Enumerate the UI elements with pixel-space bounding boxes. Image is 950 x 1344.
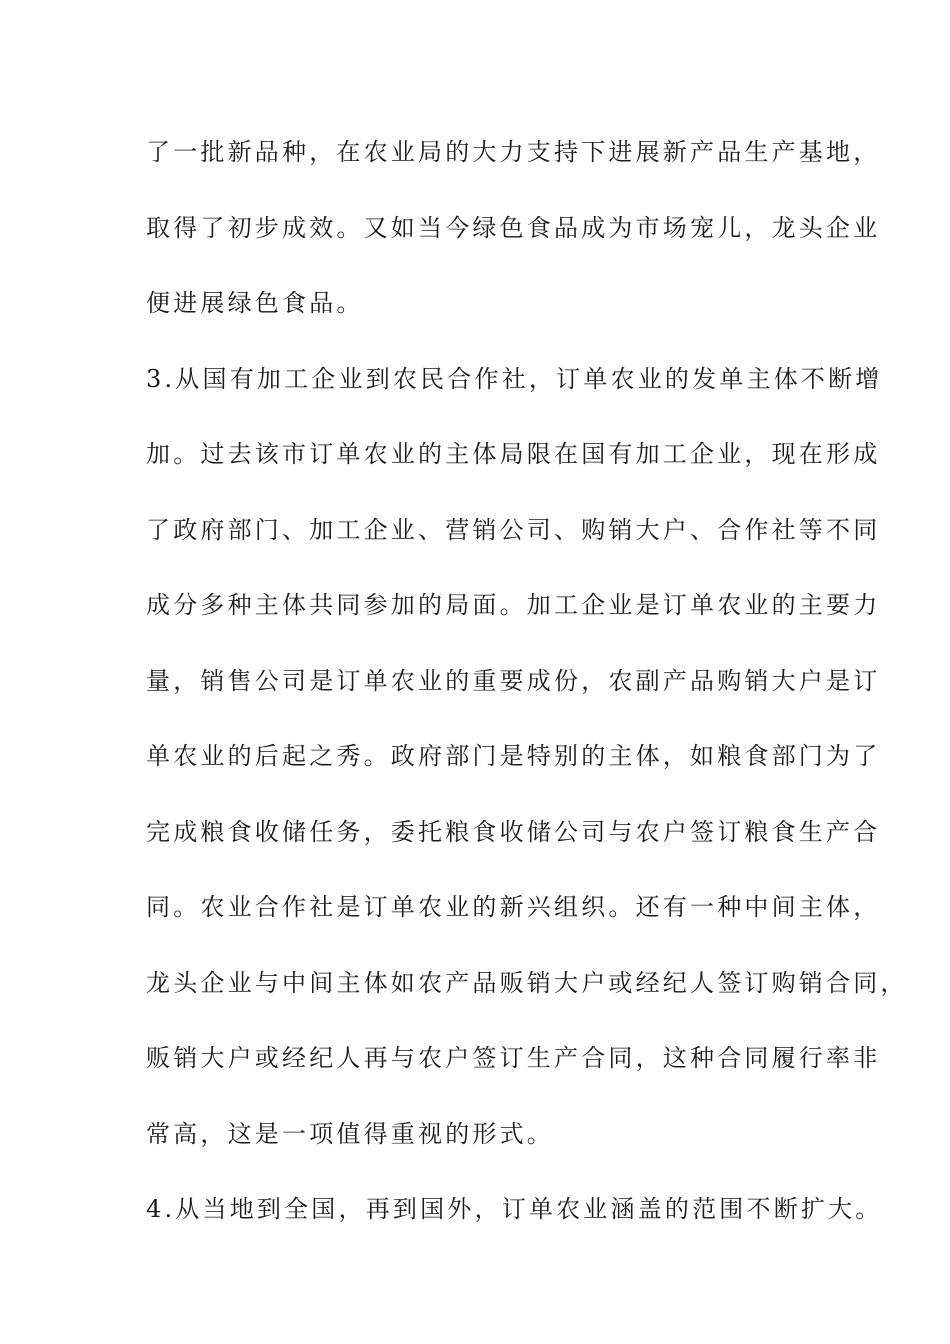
text-line-12: 龙头企业与中间主体如农产品贩销大户或经纪人签订购销合同， (146, 968, 908, 997)
text-line-10: 完成粮食收储任务，委托粮食收储公司与农户签订粮食生产合 (146, 817, 881, 846)
body-text (146, 128, 908, 1261)
text-line-3: 便进展绿色食品。 (146, 289, 364, 317)
text-line-11: 同。农业合作社是订单农业的新兴组织。还有一种中间主体， (146, 893, 881, 921)
text-line-15: 4.从当地到全国，再到国外，订单农业涵盖的范围不断扩大。 (146, 1195, 883, 1223)
text-line-5: 加。过去该市订单农业的主体局限在国有加工企业，现在形成 (146, 440, 881, 468)
text-line-14: 常高，这是一项值得重视的形式。 (146, 1119, 554, 1148)
text-line-6: 了政府部门、加工企业、营销公司、购销大户、合作社等不同 (146, 515, 881, 544)
text-line-7: 成分多种主体共同参加的局面。加工企业是订单农业的主要力 (146, 591, 881, 619)
text-line-1: 了一批新品种，在农业局的大力支持下进展新产品生产基地， (146, 138, 881, 166)
text-line-2: 取得了初步成效。又如当今绿色食品成为市场宠儿，龙头企业 (146, 213, 881, 242)
text-line-8: 量，销售公司是订单农业的重要成份，农副产品购销大户是订 (146, 666, 881, 695)
text-line-9: 单农业的后起之秀。政府部门是特别的主体，如粮食部门为了 (146, 742, 881, 770)
text-line-4: 3.从国有加工企业到农民合作社，订单农业的发单主体不断增 (146, 364, 883, 393)
text-line-13: 贩销大户或经纪人再与农户签订生产合同，这种合同履行率非 (146, 1044, 881, 1072)
